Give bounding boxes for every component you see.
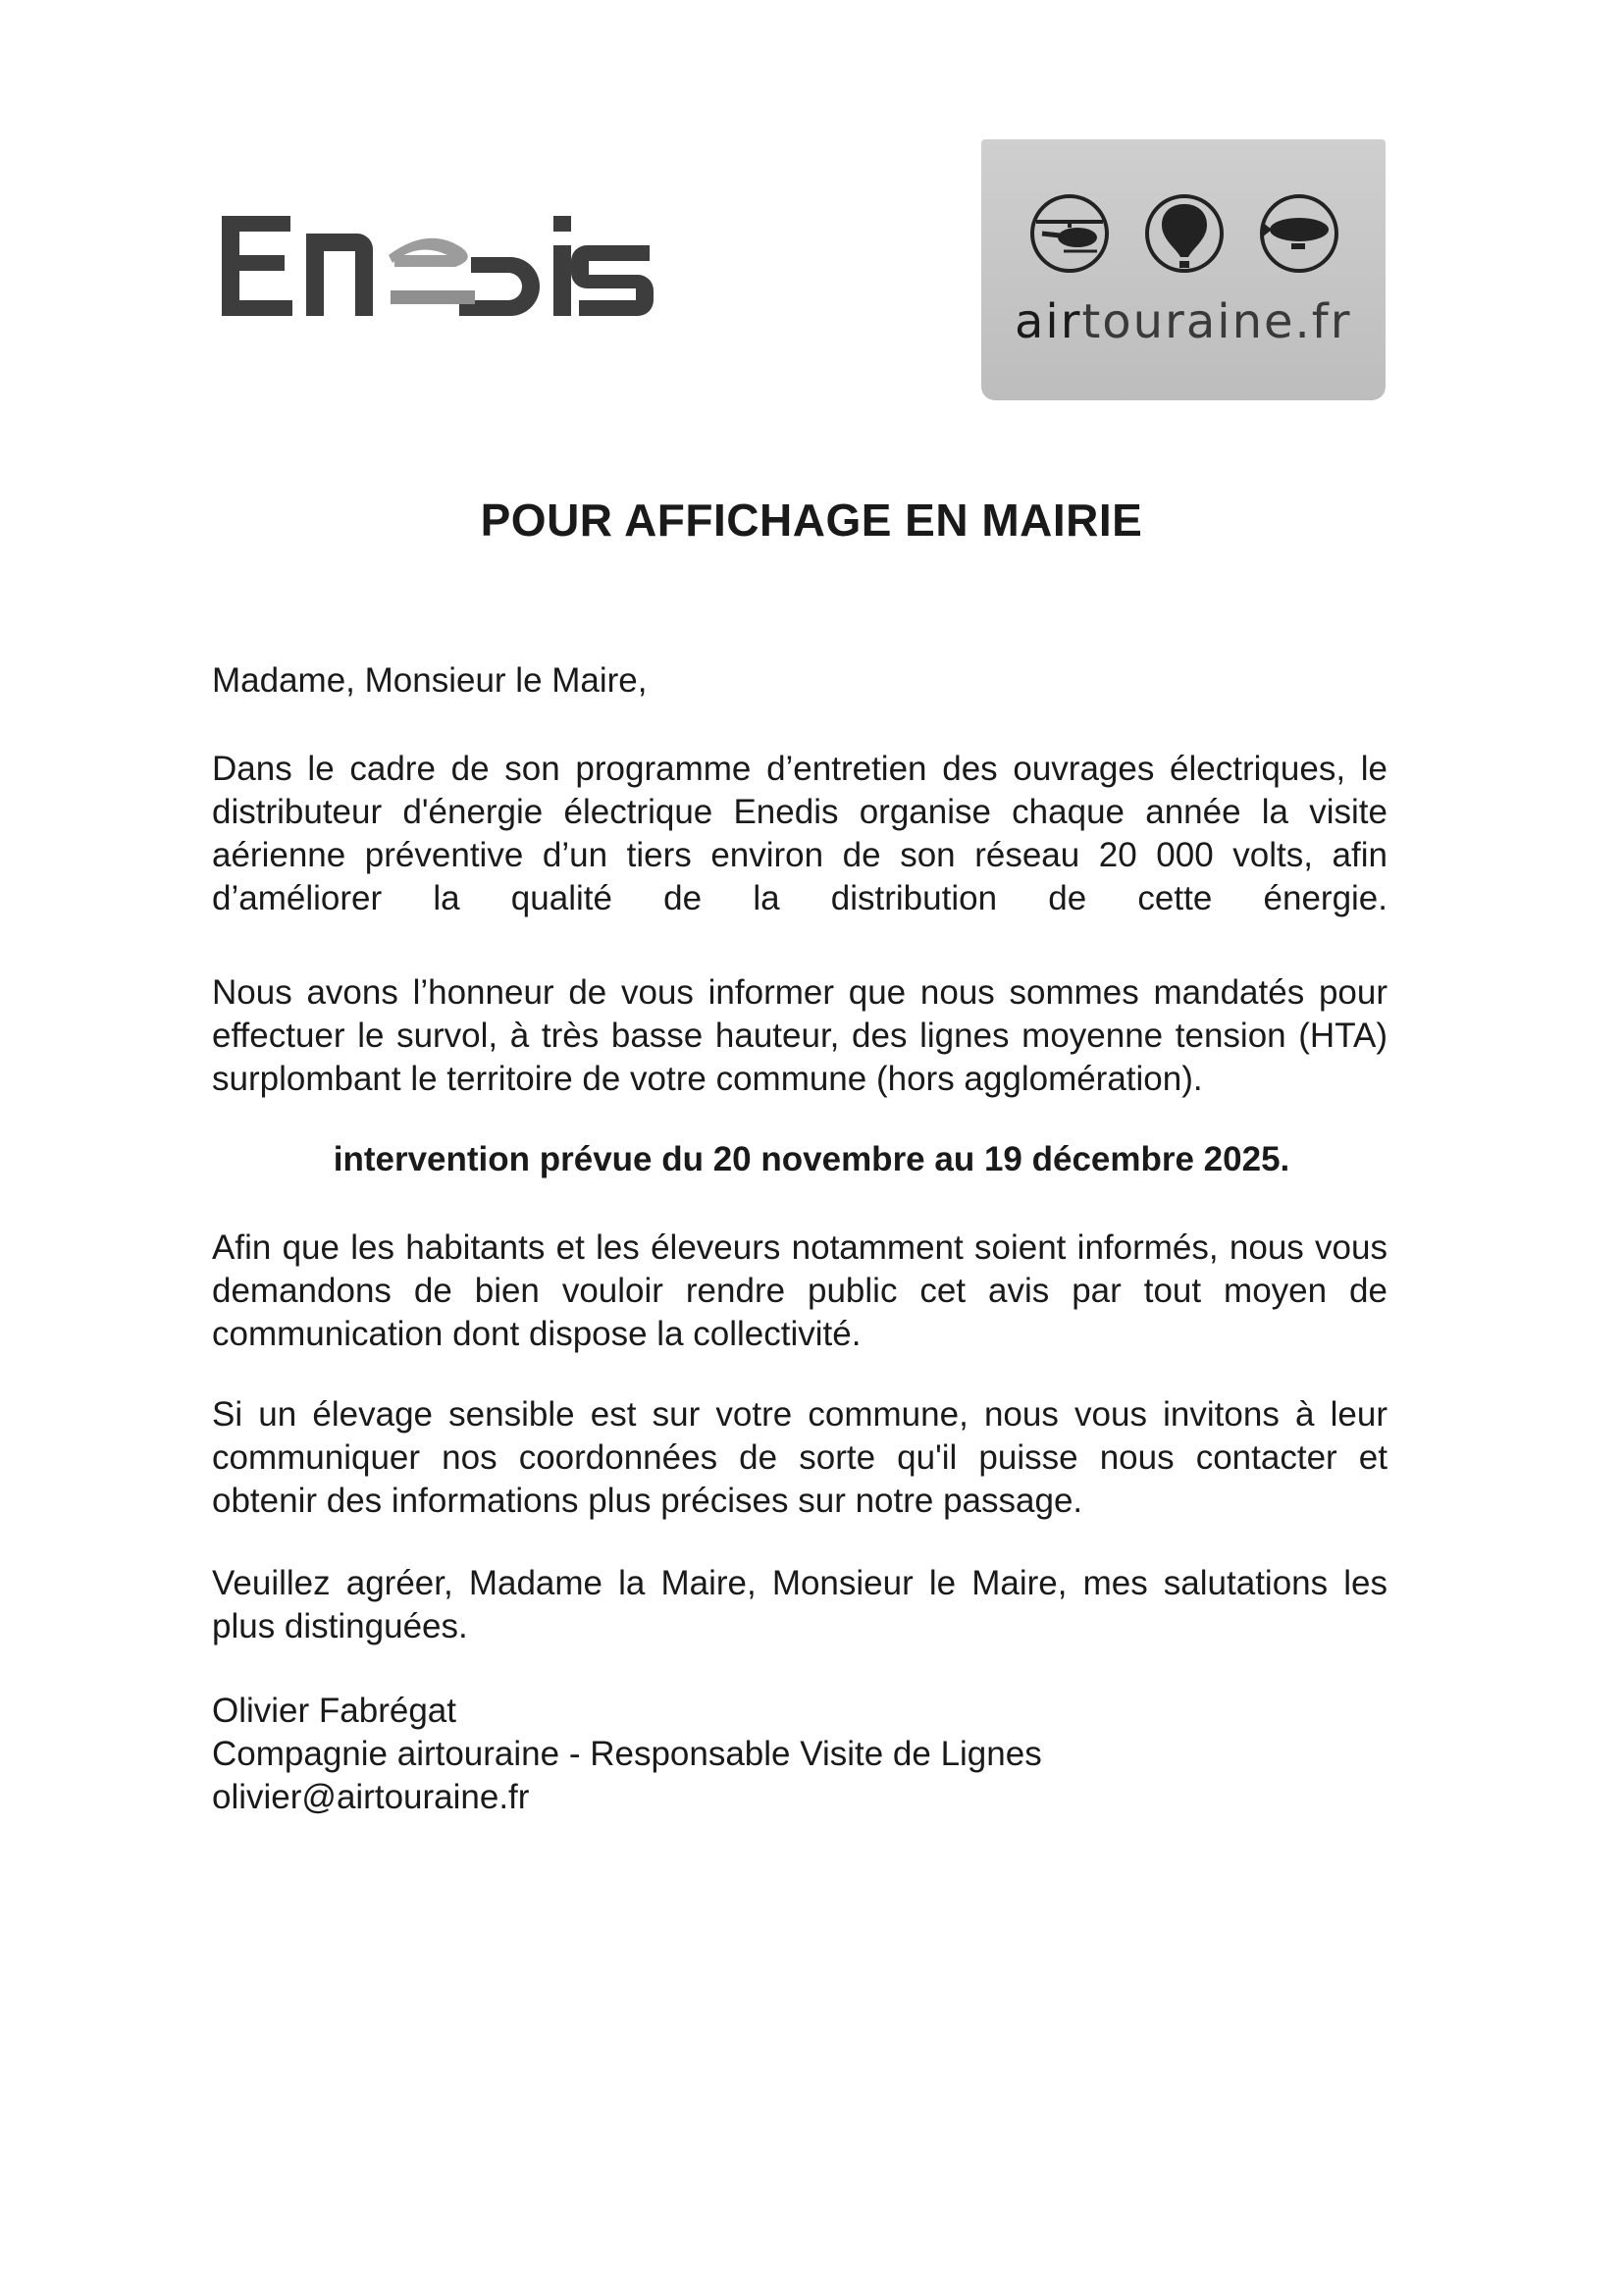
helicopter-icon	[1032, 196, 1107, 271]
signature-email[interactable]: olivier@airtouraine.fr	[212, 1778, 530, 1816]
paragraph-4: Si un élevage sensible est sur votre commune, nous vous invitons à leur communiquer nos coordonnées de sorte qu'il puisse nous contacter et obtenir des informations plus précises sur notre passage.	[212, 1395, 1387, 1520]
intervention-dates: intervention prévue du 20 novembre au 19 décembre 2025.	[333, 1140, 1290, 1178]
airtouraine-icons	[1013, 190, 1356, 279]
page-title: POUR AFFICHAGE EN MAIRIE	[480, 495, 1143, 546]
airtouraine-logo	[981, 139, 1386, 400]
paragraph-2: Nous avons l’honneur de vous informer que nous sommes mandatés pour effectuer le survol, à très basse hauteur, des lignes moyenne tension (HTA) surplombant le territoire de votre commune (hors agglomération).	[212, 973, 1387, 1098]
airtouraine-suffix: touraine.fr	[1081, 294, 1352, 349]
signature-name: Olivier Fabrégat	[212, 1692, 456, 1730]
paragraph-3: Afin que les habitants et les éleveurs notamment soient informés, nous vous demandons de bien vouloir rendre public cet avis par tout moyen de communication dont dispose la collectivité.	[212, 1228, 1387, 1353]
closing: Veuillez agréer, Madame la Maire, Monsieur le Maire, mes salutations les plus distinguées.	[212, 1564, 1387, 1645]
signature-role: Compagnie airtouraine - Responsable Visite de Lignes	[212, 1735, 1042, 1773]
paragraph-1-a: Dans le cadre de son programme d’entretien des ouvrages électriques, le distributeur d'énergie électrique Enedis organise chaque année la visite aérienne préventive d’un tiers environ de son réseau 20 000 volts, afin	[212, 750, 1387, 874]
paragraph-1	[212, 748, 1387, 920]
airship-icon	[1262, 196, 1336, 271]
paragraph-1-b: d’améliorer la qualité de la distribution de cette énergie.	[212, 879, 1387, 917]
airtouraine-wordmark	[1015, 294, 1351, 349]
salutation: Madame, Monsieur le Maire,	[212, 661, 648, 700]
balloon-icon	[1147, 196, 1222, 271]
airtouraine-prefix: air	[1015, 294, 1082, 349]
signature-block	[212, 1690, 1387, 1819]
enedis-logo	[222, 204, 693, 332]
